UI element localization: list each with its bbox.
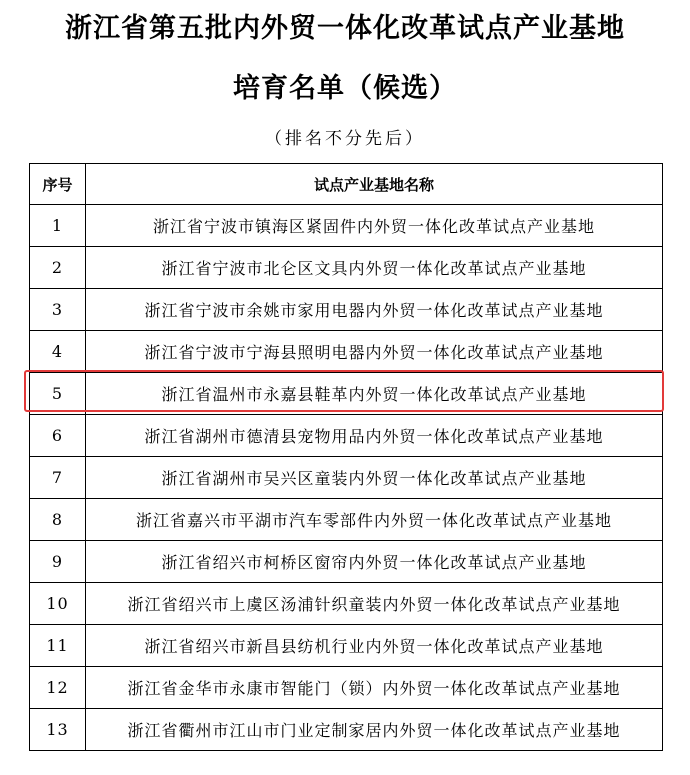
header-base-name: 试点产业基地名称 [86, 164, 663, 205]
row-number: 13 [30, 709, 86, 751]
table-row [30, 205, 663, 247]
row-base-name: 浙江省宁波市宁海县照明电器内外贸一体化改革试点产业基地 [86, 331, 663, 373]
table-header-row [30, 164, 663, 205]
header-number: 序号 [30, 164, 86, 205]
row-base-name: 浙江省嘉兴市平湖市汽车零部件内外贸一体化改革试点产业基地 [86, 499, 663, 541]
table-row [30, 709, 663, 751]
table-row [30, 457, 663, 499]
table-row [30, 247, 663, 289]
table-row [30, 625, 663, 667]
table-row-highlighted [30, 373, 663, 415]
row-base-name: 浙江省温州市永嘉县鞋革内外贸一体化改革试点产业基地 [86, 373, 663, 415]
row-number: 11 [30, 625, 86, 667]
row-base-name: 浙江省绍兴市新昌县纺机行业内外贸一体化改革试点产业基地 [86, 625, 663, 667]
row-number: 1 [30, 205, 86, 247]
row-number: 12 [30, 667, 86, 709]
row-number: 6 [30, 415, 86, 457]
document-title-line1: 浙江省第五批内外贸一体化改革试点产业基地 [65, 13, 625, 44]
table-row [30, 499, 663, 541]
row-base-name: 浙江省衢州市江山市门业定制家居内外贸一体化改革试点产业基地 [86, 709, 663, 751]
row-base-name: 浙江省宁波市镇海区紧固件内外贸一体化改革试点产业基地 [86, 205, 663, 247]
row-base-name: 浙江省湖州市吴兴区童装内外贸一体化改革试点产业基地 [86, 457, 663, 499]
table-row [30, 541, 663, 583]
row-number: 8 [30, 499, 86, 541]
document-title-line2: 培育名单（候选） [233, 73, 457, 104]
row-number: 4 [30, 331, 86, 373]
table-row [30, 667, 663, 709]
row-number: 2 [30, 247, 86, 289]
row-base-name: 浙江省宁波市余姚市家用电器内外贸一体化改革试点产业基地 [86, 289, 663, 331]
table-row [30, 289, 663, 331]
row-number: 5 [30, 373, 86, 415]
row-number: 3 [30, 289, 86, 331]
row-base-name: 浙江省绍兴市柯桥区窗帘内外贸一体化改革试点产业基地 [86, 541, 663, 583]
row-base-name: 浙江省绍兴市上虞区汤浦针织童装内外贸一体化改革试点产业基地 [86, 583, 663, 625]
base-list-table [29, 163, 663, 751]
table-row [30, 583, 663, 625]
document-subtitle: （排名不分先后） [265, 129, 425, 149]
table-row [30, 331, 663, 373]
row-number: 10 [30, 583, 86, 625]
row-base-name: 浙江省湖州市德清县宠物用品内外贸一体化改革试点产业基地 [86, 415, 663, 457]
row-number: 7 [30, 457, 86, 499]
row-base-name: 浙江省金华市永康市智能门（锁）内外贸一体化改革试点产业基地 [86, 667, 663, 709]
row-base-name: 浙江省宁波市北仑区文具内外贸一体化改革试点产业基地 [86, 247, 663, 289]
row-number: 9 [30, 541, 86, 583]
table-row [30, 415, 663, 457]
